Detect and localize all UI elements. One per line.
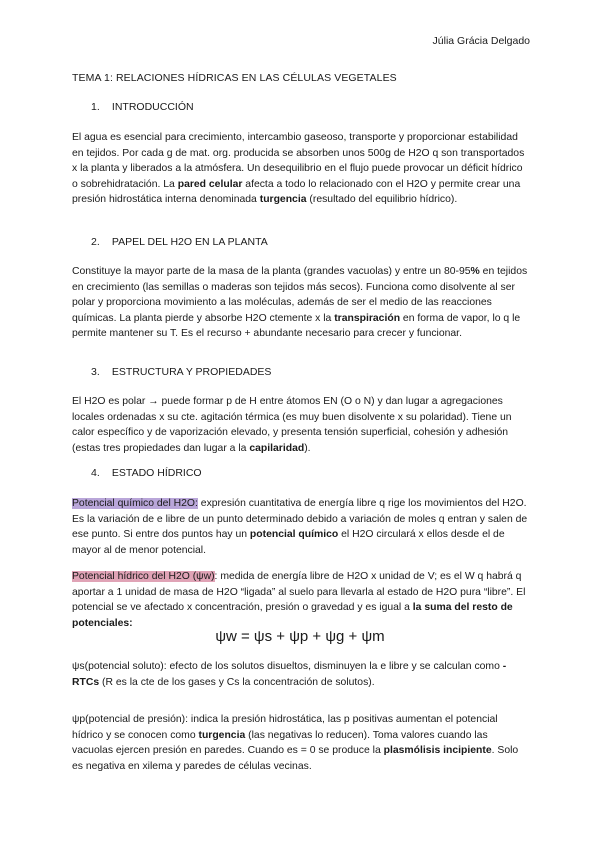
section-number: 4. [91,467,100,479]
section-number: 2. [91,236,100,248]
section-title: INTRODUCCIÓN [111,101,194,113]
author-name: Júlia Grácia Delgado [432,35,530,47]
document-title: TEMA 1: RELACIONES HÍDRICAS EN LAS CÉLULAS VEGETALES [72,72,397,84]
section-heading-introduccion [91,101,194,113]
highlight-potencial-quimico: Potencial químico del H2O: [72,498,198,509]
section-heading-estructura [91,366,271,378]
section-title: ESTRUCTURA Y PROPIEDADES [111,366,272,378]
highlight-potencial-hidrico: Potencial hídrico del H2O (ψw) [72,571,215,582]
paragraph-potencial-quimico: Potencial químico del H2O: expresión cuantitativa de energía libre q rige los movimientos del H2O. Es la variación de e libre de un punto determinado debido a variación de moles q entran y salen de ese punto. Si entre dos puntos hay un potencial químico el H2O circulará x ellos desde el de mayor al de menor potencial. [72,498,528,556]
section-title: PAPEL DEL H2O EN LA PLANTA [111,236,268,248]
section-title: ESTADO HÍDRICO [111,467,202,479]
section-heading-estado-hidrico [91,467,202,479]
paragraph-potencial-hidrico: Potencial hídrico del H2O (ψw): medida de energía libre de H2O x unidad de V; es el W q habrá q aportar a 1 unidad de masa de H2O “ligada” al suelo para llevarla al estado de H2O pura “libre”. El potencial se ve afectado x concentración, presión o gravedad y es igual a la suma del resto de potenciales: [72,571,526,629]
paragraph-estructura: El H2O es polar → puede formar p de H entre átomos EN (O o N) y dan lugar a agregaciones locales ordenadas x su cte. agitación térmica (es muy buen disolvente x su polaridad). Tiene un calor específico y de vaporización elevado, y presenta tensión superficial, cohesión y adhesión (estas tres propiedades dan lugar a la capilaridad). [72,396,512,454]
paragraph-potencial-presion: ψp(potencial de presión): indica la presión hidrostática, las p positivas aumentan el potencial hídrico y se conocen como turgencia (las negativas lo reducen). Toma valores cuando las vacuolas ejercen presión en paredes. Cuando es = 0 se produce la plasmólisis incipiente. Solo es negativa en xilema y paredes de células vecinas. [72,714,519,772]
formula-potencial-hidrico: ψw = ψs + ψp + ψg + ψm [215,628,385,645]
section-heading-papel [91,236,268,248]
section-number: 1. [91,101,100,113]
paragraph-papel: Constituye la mayor parte de la masa de la planta (grandes vacuolas) y entre un 80-95% en tejidos en crecimiento (las semillas o maderas son tejidos más secos). Funciona como disolvente al ser polar y proporciona movimiento a las moléculas, además de ser el medio de las reacciones químicas. La planta pierde y absorbe H2O ctemente x la transpiración en forma de vapor, lo q le permite mantener su T. Es el recurso + abundante necesario para crecer y funcionar. [72,266,528,340]
section-number: 3. [91,366,100,378]
paragraph-potencial-soluto: ψs(potencial soluto): efecto de los solutos disueltos, disminuyen la e libre y se calculan como -RTCs (R es la cte de los gases y Cs la concentración de solutos). [72,661,507,688]
paragraph-introduccion: El agua es esencial para crecimiento, intercambio gaseoso, transporte y proporcionar estabilidad en tejidos. Por cada g de mat. org. producida se absorben unos 500g de H2O q son transportados x la planta y liberados a la atmósfera. Un desequilibrio en el flujo puede provocar un déficit hídrico o sobrehidratación. La pared celular afecta a todo lo relacionado con el H2O y permite crear una presión hidrostática interna denominada turgencia (resultado del equilibrio hídrico). [72,132,525,206]
